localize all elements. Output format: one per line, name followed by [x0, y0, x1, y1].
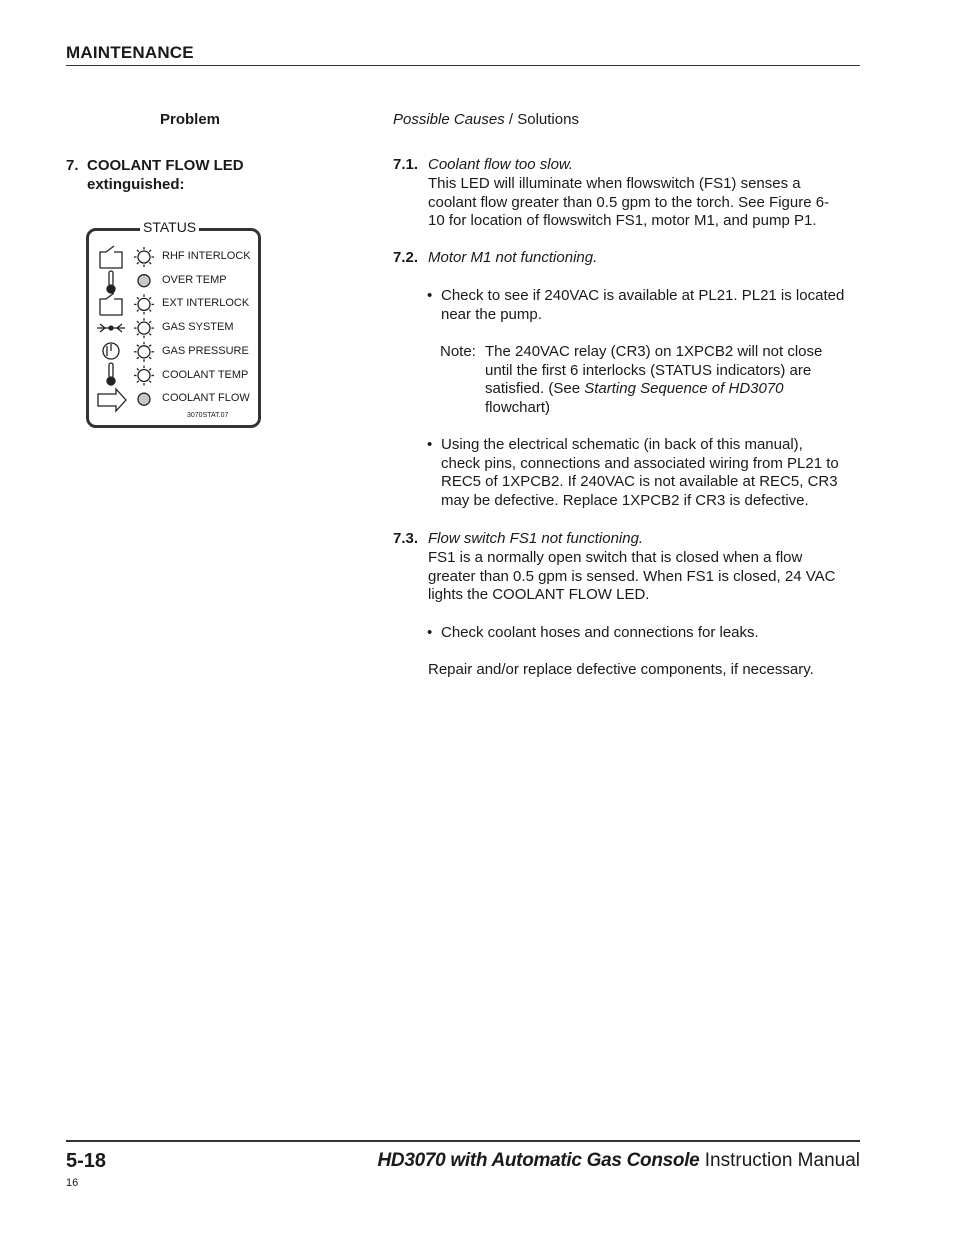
manual-title-rest: Instruction Manual: [699, 1150, 860, 1171]
causes-column-heading: [393, 111, 579, 128]
page-number: 5-18: [66, 1150, 107, 1172]
cause-number: 7.3.: [393, 530, 419, 547]
body-line: 10 for location of flowswitch FS1, motor M1, and pump P1.: [428, 212, 817, 230]
status-label: EXT INTERLOCK: [162, 297, 250, 310]
cause-title: Motor M1 not functioning.: [428, 249, 598, 266]
bullet-item: [427, 287, 867, 324]
section-title: MAINTENANCE: [66, 43, 194, 62]
status-leds: [134, 247, 154, 405]
thermometer-icon: [107, 271, 115, 293]
bullet-dot: •: [427, 436, 433, 453]
status-label: COOLANT TEMP: [162, 368, 249, 381]
bullet-line: Check to see if 240VAC is available at PL21. PL21 is located: [441, 287, 845, 304]
note-italic: Starting Sequence of HD3070: [584, 380, 784, 398]
causes-heading-rest: / Solutions: [504, 111, 579, 128]
cause-number: 7.1.: [393, 156, 419, 173]
cause-title: Flow switch FS1 not functioning.: [428, 530, 644, 547]
thermometer-icon: [107, 363, 115, 385]
problem-line-1: COOLANT FLOW LED: [87, 157, 244, 174]
status-panel-title: STATUS: [140, 219, 199, 235]
status-label: GAS PRESSURE: [162, 344, 249, 357]
bullet-line: near the pump.: [441, 305, 542, 323]
status-label: GAS SYSTEM: [162, 321, 234, 334]
led-lit-icon: [134, 294, 154, 314]
manual-title: [377, 1150, 860, 1172]
footer-rule: [66, 1140, 860, 1142]
switch-icon: [100, 246, 122, 268]
sheet-number: 16: [66, 1177, 79, 1189]
bullet-line: may be defective. Replace 1XPCB2 if CR3 is defective.: [441, 491, 809, 509]
cause-body: [428, 549, 835, 605]
bullet-line: Check coolant hoses and connections for leaks.: [441, 624, 759, 641]
led-off-icon: [138, 275, 150, 287]
problem-title: [66, 156, 244, 194]
manual-title-bold: HD3070 with Automatic Gas Console: [377, 1150, 700, 1171]
cause-title: Coolant flow too slow.: [428, 156, 574, 173]
switch-icon: [100, 293, 122, 315]
status-label: COOLANT FLOW: [162, 392, 250, 405]
cause-body: [428, 175, 829, 231]
valve-icon: [97, 324, 125, 332]
note-line: [485, 380, 860, 399]
body-line: coolant flow greater than 0.5 gpm to the torch. See Figure 6-: [428, 193, 830, 211]
note-line: The 240VAC relay (CR3) on 1XPCB2 will not close: [485, 343, 823, 360]
gauge-icon: [103, 343, 119, 359]
note-text: satisfied. (See: [485, 380, 585, 398]
bullet-dot: •: [427, 624, 433, 641]
led-off-icon: [138, 393, 150, 405]
status-label: RHF INTERLOCK: [162, 250, 251, 262]
causes-heading-italic: Possible Causes: [393, 111, 505, 128]
led-lit-icon: [134, 318, 154, 338]
bullet-item: [427, 436, 867, 510]
problem-line-2: extinguished:: [87, 176, 185, 193]
body-line: greater than 0.5 gpm is sensed. When FS1 is closed, 24 VAC: [428, 567, 836, 585]
problem-number: 7.: [66, 157, 79, 174]
note: [440, 343, 860, 417]
panel-code: 3070STAT.07: [187, 412, 229, 419]
bullet-item: [427, 624, 867, 643]
closing-text: Repair and/or replace defective components, if necessary.: [428, 661, 814, 678]
note-line: until the first 6 interlocks (STATUS indicators) are: [485, 361, 812, 379]
note-line: flowchart): [485, 398, 551, 416]
led-lit-icon: [134, 247, 154, 267]
header-rule: [66, 65, 860, 66]
bullet-dot: •: [427, 287, 433, 304]
bullet-line: REC5 of 1XPCB2. If 240VAC is not available at REC5, CR3: [441, 473, 838, 491]
bullet-line: Using the electrical schematic (in back of this manual),: [441, 436, 803, 453]
body-line: FS1 is a normally open switch that is closed when a flow: [428, 549, 803, 566]
led-lit-icon: [134, 342, 154, 362]
status-label: OVER TEMP: [162, 273, 227, 286]
problem-column-heading: Problem: [160, 111, 221, 128]
note-label: Note:: [440, 343, 476, 360]
cause-number: 7.2.: [393, 249, 419, 266]
led-lit-icon: [134, 366, 154, 386]
bullet-line: check pins, connections and associated wiring from PL21 to: [441, 454, 839, 472]
arrow-icon: [98, 389, 126, 411]
body-line: This LED will illuminate when flowswitch (FS1) senses a: [428, 175, 801, 192]
body-line: lights the COOLANT FLOW LED.: [428, 586, 650, 604]
